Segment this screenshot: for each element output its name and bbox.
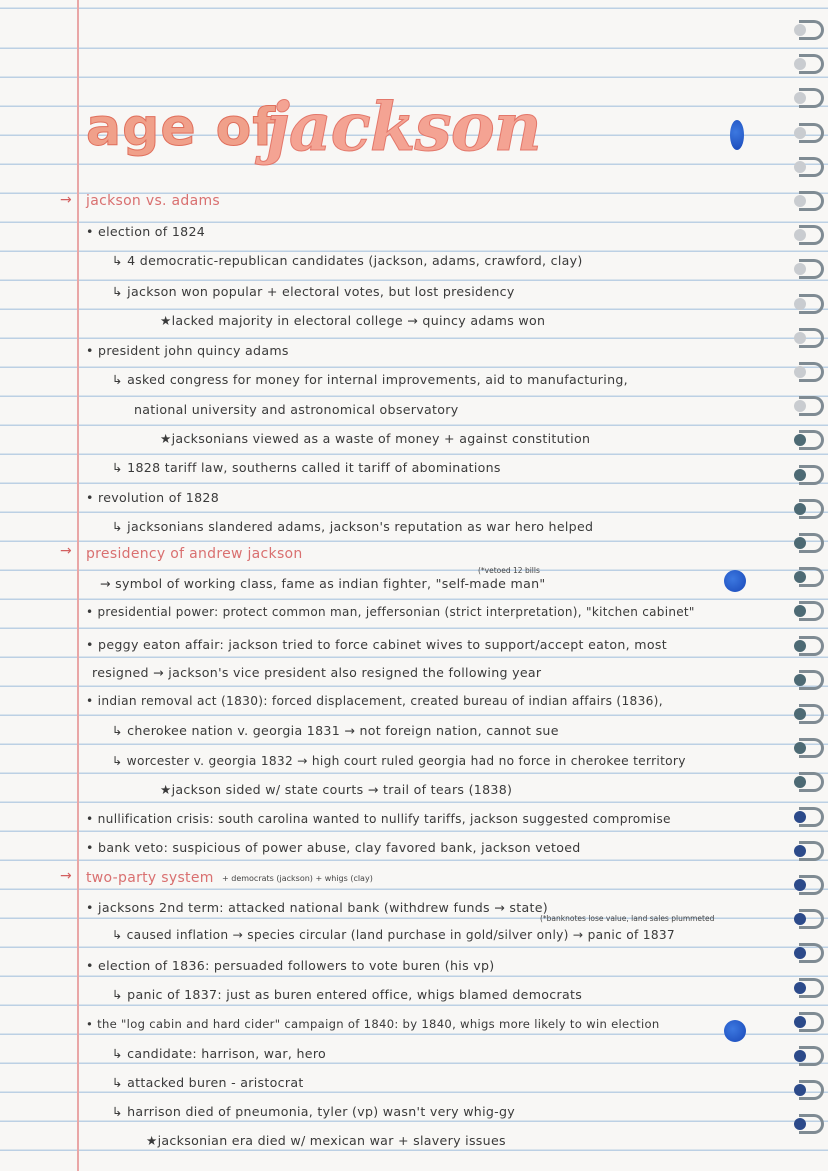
note-line: • nullification crisis: south carolina wanted to nullify tariffs, jackson suggested compromise [86, 812, 671, 826]
note-line: • peggy eaton affair: jackson tried to force cabinet wives to support/accept eaton, most [86, 637, 667, 652]
blue-dot-3 [724, 1020, 746, 1042]
binding-hole [794, 366, 806, 378]
note-line: → symbol of working class, fame as indian fighter, "self-made man" [100, 576, 546, 591]
spiral-binding [792, 20, 828, 1150]
binding-hole [794, 845, 806, 857]
note-line: ↳ jackson won popular + electoral votes, but lost presidency [112, 284, 515, 299]
note-line: ↳ worcester v. georgia 1832 → high court ruled georgia had no force in cherokee territory [112, 754, 686, 768]
note-line: ↳ 1828 tariff law, southerns called it tariff of abominations [112, 460, 501, 475]
note-line: ↳ attacked buren - aristocrat [112, 1075, 304, 1090]
title-print: age of [86, 98, 277, 158]
note-line: • revolution of 1828 [86, 490, 220, 505]
blue-dot-2 [724, 570, 746, 592]
note-line: ↳ cherokee nation v. georgia 1831 → not foreign nation, cannot sue [112, 723, 559, 738]
note-line: • jacksons 2nd term: attacked national bank (withdrew funds → state) [86, 900, 548, 915]
binding-hole [794, 537, 806, 549]
arrow-marker: → [60, 543, 72, 559]
section-heading: jackson vs. adams [86, 193, 221, 209]
annotation-note: + democrats (jackson) + whigs (clay) [222, 874, 373, 883]
note-line: ↳ jacksonians slandered adams, jackson's reputation as war hero helped [112, 519, 594, 534]
section-heading: presidency of andrew jackson [86, 546, 303, 562]
binding-hole [794, 332, 806, 344]
note-line: ★jacksonians viewed as a waste of money + against constitution [160, 431, 591, 446]
binding-hole [794, 195, 806, 207]
binding-hole [794, 879, 806, 891]
binding-hole [794, 298, 806, 310]
binding-hole [794, 161, 806, 173]
binding-hole [794, 503, 806, 515]
note-line: ↳ harrison died of pneumonia, tyler (vp) wasn't very whig-gy [112, 1104, 516, 1119]
note-line: ★jackson sided w/ state courts → trail of tears (1838) [160, 782, 513, 797]
page-title [86, 90, 646, 180]
section-heading: two-party system [86, 870, 214, 886]
binding-hole [794, 674, 806, 686]
note-line: ↳ candidate: harrison, war, hero [112, 1046, 327, 1061]
note-line: national university and astronomical observatory [134, 402, 459, 417]
annotation-note: (*banknotes lose value, land sales plummeted [540, 914, 715, 923]
note-line: ★jacksonian era died w/ mexican war + slavery issues [146, 1133, 506, 1148]
binding-hole [794, 127, 806, 139]
binding-hole [794, 640, 806, 652]
note-line: • indian removal act (1830): forced displacement, created bureau of indian affairs (1836), [86, 694, 663, 708]
note-line: ↳ asked congress for money for internal improvements, aid to manufacturing, [112, 372, 628, 387]
binding-hole [794, 708, 806, 720]
binding-hole [794, 982, 806, 994]
note-line: • bank veto: suspicious of power abuse, clay favored bank, jackson vetoed [86, 840, 581, 855]
note-line: • election of 1824 [86, 224, 206, 239]
arrow-marker: → [60, 868, 72, 884]
note-line: ↳ 4 democratic-republican candidates (jackson, adams, crawford, clay) [112, 253, 583, 268]
margin-line [77, 0, 79, 1171]
title-script: jackson [266, 88, 541, 166]
binding-hole [794, 1016, 806, 1028]
note-line: ★lacked majority in electoral college → quincy adams won [160, 313, 546, 328]
note-line: ↳ panic of 1837: just as buren entered office, whigs blamed democrats [112, 987, 583, 1002]
note-line: • president john quincy adams [86, 343, 289, 358]
note-line: • election of 1836: persuaded followers to vote buren (his vp) [86, 958, 495, 973]
note-line: • presidential power: protect common man, jeffersonian (strict interpretation), "kitchen cabinet" [86, 605, 695, 619]
note-line: • the "log cabin and hard cider" campaign of 1840: by 1840, whigs more likely to win election [86, 1017, 660, 1031]
arrow-marker: → [60, 192, 72, 208]
note-line: resigned → jackson's vice president also resigned the following year [92, 665, 542, 680]
annotation-note: (*vetoed 12 bills [478, 566, 540, 575]
binding-hole [794, 24, 806, 36]
binding-hole [794, 1050, 806, 1062]
note-line: ↳ caused inflation → species circular (land purchase in gold/silver only) → panic of 1837 [112, 928, 675, 942]
binding-hole [794, 811, 806, 823]
binding-hole [794, 469, 806, 481]
blue-dot-1 [730, 120, 744, 150]
